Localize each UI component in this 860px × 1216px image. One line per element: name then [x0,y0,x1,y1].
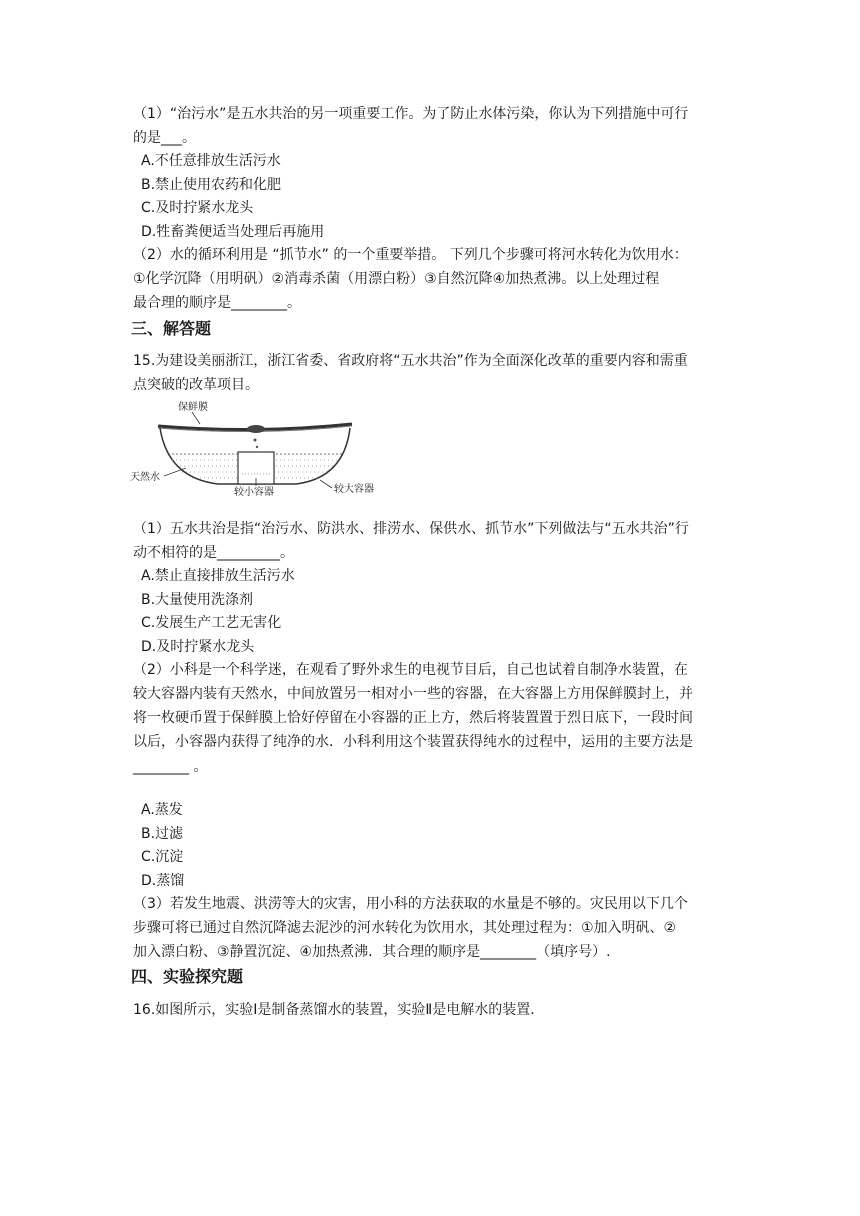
small-container-label: 较小容器 [234,487,274,496]
q1-option-a: A.不任意排放生活污水 [141,153,281,169]
q15-sub2-line-4: 以后，小容器内获得了纯净的水．小科利用这个装置获得纯水的过程中，运用的主要方法是 [133,734,693,750]
section-four-heading: 四、实验探究题 [131,967,244,986]
q15-sub2-line-2: 较大容器内装有天然水，中间放置另一相对小一些的容器，在大容器上方用保鲜膜封上，并 [133,686,693,702]
q15-sub2-option-d: D.蒸馏 [141,873,185,889]
q15-sub3-line-3: 加入漂白粉、③静置沉淀、④加热煮沸．其合理的顺序是________（填序号）. [133,944,611,960]
q16-line-1: 16.如图所示，实验Ⅰ是制备蒸馏水的装置，实验Ⅱ是电解水的装置. [133,1002,535,1018]
q15-sub2-line-1: （2）小科是一个科学迷，在观看了野外求生的电视节目后，自己也试着自制净水装置，在 [133,662,688,678]
q15-sub1-line-2: 动不相符的是_________。 [133,545,294,561]
q15-sub2-option-a: A.蒸发 [141,802,183,818]
water-purifier-figure [128,398,384,496]
q15-sub3-line-1: （3）若发生地震、洪涝等大的灾害，用小科的方法获取的水量是不够的。灾民用以下几个 [133,896,688,912]
q2-line-1: （2）水的循环利用是 “抓节水” 的一个重要举措。 下列几个步骤可将河水转化为饮用水： [133,247,688,263]
q15-sub1-option-c: C.发展生产工艺无害化 [141,615,282,631]
q15-sub2-option-b: B.过滤 [141,826,184,842]
q1-option-b: B.禁止使用农药和化肥 [141,177,282,193]
q15-sub1-line-1: （1）五水共治是指“治污水、防洪水、排涝水、保供水、抓节水”下列做法与“五水共治”行 [133,521,689,537]
q1-option-d: D.牲畜粪便适当处理后再施用 [141,224,325,240]
large-container-label: 较大容器 [334,484,374,495]
q1-line-1: （1）“治污水”是五水共治的另一项重要工作。为了防止水体污染，你认为下列措施中可行 [133,106,689,122]
q15-sub2-line-5: ________ 。 [133,759,208,775]
q15-sub2-option-c: C.沉淀 [141,849,184,865]
q1-option-c: C.及时拧紧水龙头 [141,200,254,216]
q15-sub1-option-a: A.禁止直接排放生活污水 [141,568,295,584]
q15-line-1: 15.为建设美丽浙江，浙江省委、省政府将“五水共治”作为全面深化改革的重要内容和需重 [133,353,688,369]
q2-line-3: 最合理的顺序是________。 [133,295,301,311]
film-label: 保鲜膜 [178,402,208,413]
natural-water-label: 天然水 [130,472,160,483]
q15-sub3-line-2: 步骤可将已通过自然沉降滤去泥沙的河水转化为饮用水，其处理过程为：①加入明矾、② [133,920,677,936]
q1-line-2: 的是___。 [133,130,196,146]
q15-sub2-line-3: 将一枚硬币置于保鲜膜上恰好停留在小容器的正上方，然后将装置置于烈日底下，一段时间 [133,710,693,726]
q15-line-2: 点突破的改革项目。 [133,377,259,393]
q15-sub1-option-b: B.大量使用洗涤剂 [141,592,254,608]
q2-line-2: ①化学沉降（用明矾）②消毒杀菌（用漂白粉）③自然沉降④加热煮沸。以上处理过程 [133,271,660,287]
q15-sub1-option-d: D.及时拧紧水龙头 [141,639,255,655]
section-three-heading: 三、解答题 [131,319,212,338]
